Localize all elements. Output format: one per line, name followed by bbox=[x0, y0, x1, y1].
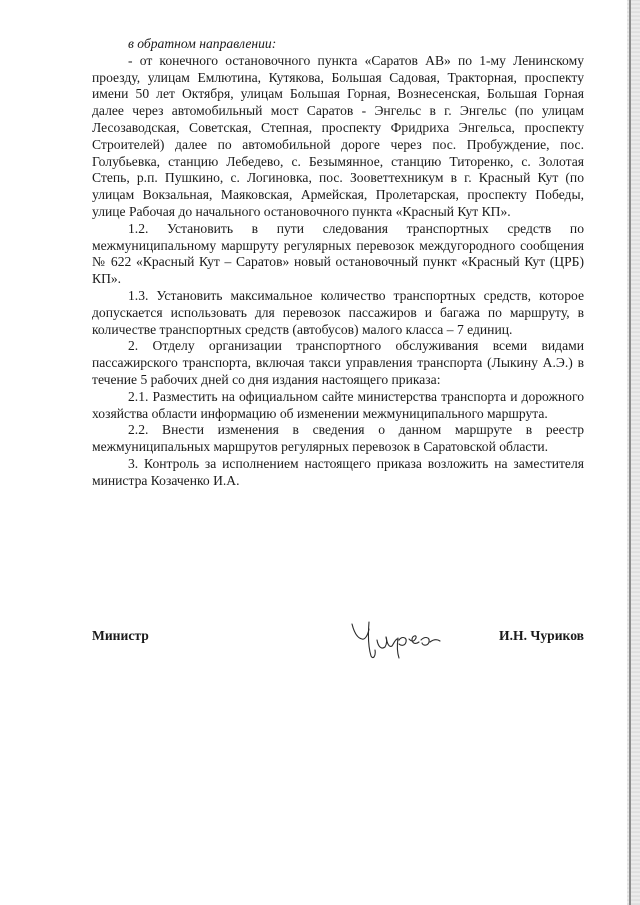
scan-page-edge-line bbox=[629, 0, 631, 905]
document-body bbox=[92, 36, 584, 490]
paragraph-2-2: 2.2. Внести изменения в сведения о данном маршруте в реестр межмуниципальных маршрутов регулярных перевозок в Саратовской области. bbox=[92, 422, 584, 455]
signatory-role: Министр bbox=[92, 628, 149, 643]
paragraph-1-2: 1.2. Установить в пути следования транспортных средств по межмуниципальному маршруту регулярных перевозок междугородного сообщения № 622 «Красный Кут – Саратов» новый остановочный пункт «Красный Кут (ЦРБ) КП». bbox=[92, 220, 584, 287]
handwritten-signature bbox=[346, 612, 446, 662]
section-heading-reverse-direction: в обратном направлении: bbox=[128, 36, 277, 51]
signatory-name: И.Н. Чуриков bbox=[499, 628, 584, 643]
paragraph-1-3: 1.3. Установить максимальное количество транспортных средств, которое допускается использовать для перевозок пассажиров и багажа по маршруту, в количестве транспортных средств (автобусов) малого класса – 7 единиц. bbox=[92, 287, 584, 337]
route-description-paragraph: - от конечного остановочного пункта «Саратов АВ» по 1-му Ленинскому проезду, улицам Емлютина, Кутякова, Большая Садовая, Тракторная, проспекту имени 50 лет Октября, улицам Большая Горная, Вознесенская, Большая Горная далее через автомобильный мост Саратов - Энгельс в г. Энгельс (по улицам Лесозаводская, Советская, Степная, проспекту Фридриха Энгельса, проспекту Строителей) далее по автомобильной дороге через пос. Пробуждение, пос. Голубьевка, станцию Лебедево, с. Безымянное, станцию Титоренко, с. Золотая Степь, р.п. Пушкино, с. Логиновка, пос. Зооветтехникум в г. Красный Кут (по улицам Вокзальная, Маяковская, Армейская, Пролетарская, проспекту Победы, улице Рабочая до начального остановочного пункта «Красный Кут КП». bbox=[92, 52, 584, 219]
paragraph-2: 2. Отделу организации транспортного обслуживания всеми видами пассажирского транспорта, включая такси управления транспорта (Лыкину А.Э.) в течение 5 рабочих дней со дня издания настоящего приказа: bbox=[92, 338, 584, 387]
paragraph-3: 3. Контроль за исполнением настоящего приказа возложить на заместителя министра Козаченко И.А. bbox=[92, 455, 584, 488]
paragraph-2-1: 2.1. Разместить на официальном сайте министерства транспорта и дорожного хозяйства области информацию об изменении межмуниципального маршрута. bbox=[92, 388, 584, 421]
signature-block bbox=[92, 618, 584, 668]
